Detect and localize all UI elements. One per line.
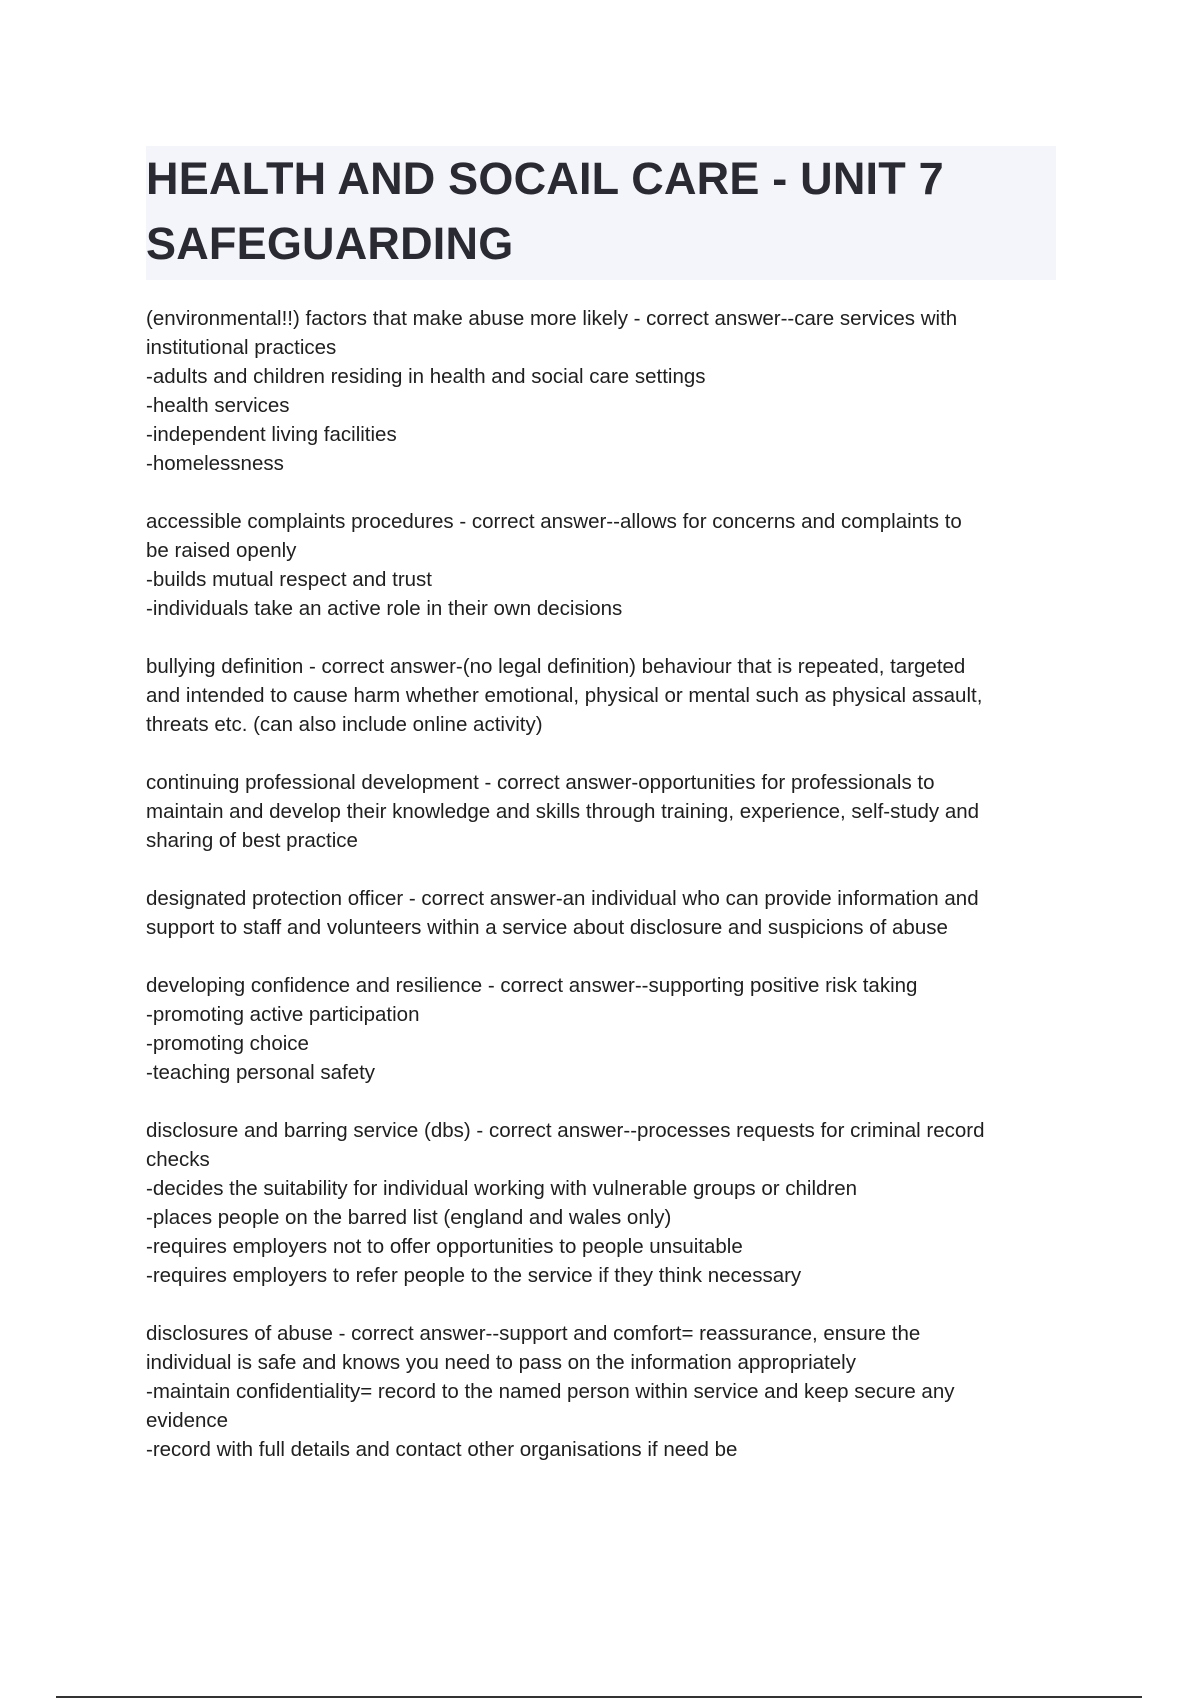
entry-line: -promoting active participation (146, 1003, 420, 1026)
entry-line: -promoting choice (146, 1032, 309, 1055)
entry-line: -maintain confidentiality= record to the named person within service and keep secure any (146, 1380, 955, 1403)
entry-line: threats etc. (can also include online activity) (146, 713, 543, 736)
title-block (146, 146, 1056, 280)
entry-line: -teaching personal safety (146, 1061, 376, 1084)
entry-line: and intended to cause harm whether emotional, physical or mental such as physical assault, (146, 684, 983, 707)
entry-line: bullying definition - correct answer-(no legal definition) behaviour that is repeated, targeted (146, 655, 966, 678)
entry-line: -builds mutual respect and trust (146, 568, 432, 591)
qa-entry (146, 971, 1066, 1087)
entry-line: sharing of best practice (146, 829, 358, 852)
entry-line: institutional practices (146, 336, 337, 359)
entry-line: disclosures of abuse - correct answer--support and comfort= reassurance, ensure the (146, 1322, 921, 1345)
document-title (146, 146, 944, 276)
qa-entry (146, 1116, 1066, 1290)
entry-line: developing confidence and resilience - correct answer--supporting positive risk taking (146, 974, 918, 997)
qa-entry (146, 652, 1066, 739)
entry-line: checks (146, 1148, 210, 1171)
entry-line: designated protection officer - correct answer-an individual who can provide information and (146, 887, 979, 910)
document-body (146, 304, 1066, 1493)
qa-entry (146, 507, 1066, 623)
title-line: HEALTH AND SOCAIL CARE - UNIT 7 (146, 153, 944, 204)
entry-line: -homelessness (146, 452, 284, 475)
entry-line: -decides the suitability for individual working with vulnerable groups or children (146, 1177, 858, 1200)
entry-line: -requires employers to refer people to the service if they think necessary (146, 1264, 802, 1287)
entry-line: maintain and develop their knowledge and skills through training, experience, self-study and (146, 800, 980, 823)
entry-line: accessible complaints procedures - correct answer--allows for concerns and complaints to (146, 510, 962, 533)
qa-entry (146, 768, 1066, 855)
entry-line: be raised openly (146, 539, 297, 562)
entry-line: -adults and children residing in health and social care settings (146, 365, 706, 388)
title-line: SAFEGUARDING (146, 218, 514, 269)
entry-line: disclosure and barring service (dbs) - correct answer--processes requests for criminal record (146, 1119, 985, 1142)
qa-entry (146, 304, 1066, 478)
entry-line: -health services (146, 394, 290, 417)
entry-line: -record with full details and contact other organisations if need be (146, 1438, 738, 1461)
entry-line: -individuals take an active role in their own decisions (146, 597, 623, 620)
qa-entry (146, 884, 1066, 942)
entry-line: -places people on the barred list (england and wales only) (146, 1206, 672, 1229)
entry-line: evidence (146, 1409, 229, 1432)
entry-line: continuing professional development - correct answer-opportunities for professionals to (146, 771, 935, 794)
footer-divider (56, 1696, 1142, 1698)
entry-line: (environmental!!) factors that make abuse more likely - correct answer--care services with (146, 307, 958, 330)
entry-line: -requires employers not to offer opportunities to people unsuitable (146, 1235, 743, 1258)
qa-entry (146, 1319, 1066, 1464)
entry-line: -independent living facilities (146, 423, 397, 446)
entry-line: individual is safe and knows you need to pass on the information appropriately (146, 1351, 856, 1374)
entry-line: support to staff and volunteers within a service about disclosure and suspicions of abuse (146, 916, 948, 939)
